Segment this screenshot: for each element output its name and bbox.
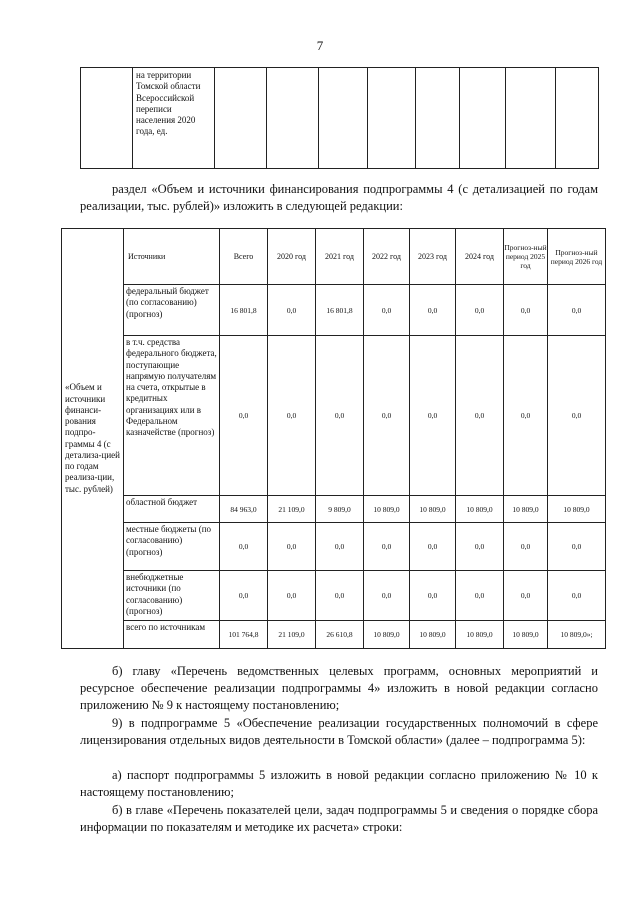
empty-cell xyxy=(267,68,319,169)
empty-cell xyxy=(416,68,460,169)
value-cell: 21 109,0 xyxy=(268,621,316,649)
value-cell: 0,0 xyxy=(504,336,548,496)
value-cell: 10 809,0 xyxy=(548,496,606,523)
value-cell: 10 809,0 xyxy=(456,496,504,523)
page-number: 7 xyxy=(316,38,324,53)
finance-table xyxy=(61,228,606,649)
value-cell: 10 809,0 xyxy=(456,621,504,649)
value-cell: 0,0 xyxy=(548,285,606,336)
value-cell: 10 809,0 xyxy=(504,621,548,649)
value-cell: 0,0 xyxy=(220,523,268,571)
value-cell: 0,0 xyxy=(548,571,606,621)
source-cell: в т.ч. средства федерального бюджета, поступающие напрямую получателям на счета, открытые в кредитных организациях или в Федеральном казначействе (прогноз) xyxy=(124,336,220,496)
value-cell: 0,0 xyxy=(316,523,364,571)
value-cell: 9 809,0 xyxy=(316,496,364,523)
source-cell: федеральный бюджет (по согласованию) (прогноз) xyxy=(124,285,220,336)
empty-cell xyxy=(460,68,506,169)
empty-cell xyxy=(319,68,368,169)
header-sources: Источники xyxy=(124,229,220,285)
header-2024: 2024 год xyxy=(456,229,504,285)
value-cell: 0,0 xyxy=(268,336,316,496)
paragraph-subprogram-5: 9) в подпрограмме 5 «Обеспечение реализации государственных полномочий в сфере лицензирования отдельных видов деятельности в Томской области» (далее – подпрограмма 5): xyxy=(80,716,598,747)
value-cell: 10 809,0 xyxy=(410,621,456,649)
value-cell: 101 764,8 xyxy=(220,621,268,649)
value-cell: 10 809,0 xyxy=(504,496,548,523)
value-cell: 0,0 xyxy=(456,336,504,496)
value-cell: 16 801,8 xyxy=(316,285,364,336)
paragraph-indicators-5: б) в главе «Перечень показателей цели, задач подпрограммы 5 и сведения о порядке сбора информации по показателям и методике их расчета» строки: xyxy=(80,803,598,834)
value-cell: 0,0 xyxy=(504,571,548,621)
header-2020: 2020 год xyxy=(268,229,316,285)
source-cell: всего по источникам xyxy=(124,621,220,649)
value-cell: 10 809,0 xyxy=(364,621,410,649)
value-cell: 0,0 xyxy=(456,523,504,571)
continued-table xyxy=(80,67,599,169)
value-cell: 0,0 xyxy=(364,336,410,496)
value-cell: 0,0 xyxy=(548,523,606,571)
value-cell: 0,0 xyxy=(410,285,456,336)
finance-row-label: «Объем и источники финанси-рования подпро-граммы 4 (с детализа-цией по годам реализа-ции, тыс. рублей) xyxy=(62,229,124,649)
empty-cell xyxy=(215,68,267,169)
empty-cell xyxy=(81,68,133,169)
empty-cell xyxy=(556,68,599,169)
source-cell: местные бюджеты (по согласованию) (прогноз) xyxy=(124,523,220,571)
indicator-cell: на территории Томской области Всероссийской переписи населения 2020 года, ед. xyxy=(133,68,215,169)
value-cell: 10 809,0 xyxy=(364,496,410,523)
header-2023: 2023 год xyxy=(410,229,456,285)
value-cell: 0,0 xyxy=(268,285,316,336)
value-cell: 10 809,0 xyxy=(410,496,456,523)
value-cell: 16 801,8 xyxy=(220,285,268,336)
source-cell: областной бюджет xyxy=(124,496,220,523)
value-cell: 0,0 xyxy=(364,523,410,571)
value-cell: 0,0 xyxy=(268,523,316,571)
paragraph-chapter-4: б) главу «Перечень ведомственных целевых программ, основных мероприятий и ресурсное обеспечение реализации подпрограммы 4» изложить в новой редакции согласно приложению № 9 к настоящему постановлению; xyxy=(80,664,598,712)
value-cell: 0,0 xyxy=(316,336,364,496)
value-cell: 0,0 xyxy=(548,336,606,496)
value-cell: 0,0 xyxy=(410,571,456,621)
header-2025: Прогноз-ный период 2025 год xyxy=(504,229,548,285)
value-cell: 0,0 xyxy=(410,336,456,496)
value-cell: 0,0 xyxy=(364,571,410,621)
value-cell: 0,0 xyxy=(220,571,268,621)
paragraph-passport-5: а) паспорт подпрограммы 5 изложить в новой редакции согласно приложению № 10 к настоящему постановлению; xyxy=(80,768,598,799)
empty-cell xyxy=(368,68,416,169)
value-cell: 0,0 xyxy=(364,285,410,336)
value-cell: 26 610,8 xyxy=(316,621,364,649)
value-cell: 0,0 xyxy=(504,523,548,571)
value-cell: 84 963,0 xyxy=(220,496,268,523)
value-cell: 21 109,0 xyxy=(268,496,316,523)
value-cell: 0,0 xyxy=(316,571,364,621)
value-cell: 0,0 xyxy=(504,285,548,336)
empty-cell xyxy=(506,68,556,169)
intro-paragraph: раздел «Объем и источники финансирования подпрограммы 4 (с детализацией по годам реализации, тыс. рублей)» изложить в следующей редакции: xyxy=(80,182,598,213)
value-cell: 0,0 xyxy=(456,285,504,336)
header-2026: Прогноз-ный период 2026 год xyxy=(548,229,606,285)
header-2022: 2022 год xyxy=(364,229,410,285)
value-cell: 0,0 xyxy=(220,336,268,496)
header-total: Всего xyxy=(220,229,268,285)
header-2021: 2021 год xyxy=(316,229,364,285)
value-cell: 10 809,0»; xyxy=(548,621,606,649)
value-cell: 0,0 xyxy=(410,523,456,571)
value-cell: 0,0 xyxy=(456,571,504,621)
source-cell: внебюджетные источники (по согласованию) (прогноз) xyxy=(124,571,220,621)
value-cell: 0,0 xyxy=(268,571,316,621)
